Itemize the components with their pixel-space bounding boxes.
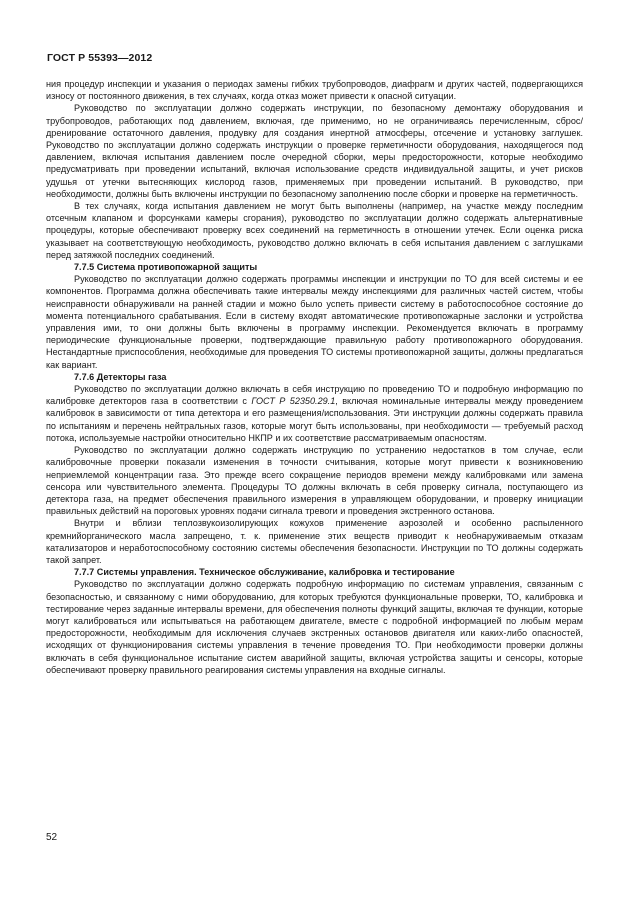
section-heading-7-7-6: 7.7.6 Детекторы газа <box>74 371 167 382</box>
paragraph: Руководство по эксплуатации должно содержать инструкции, по безопасному демонтажу оборудования и трубопроводов, работающих под давлением, включая, где применимо, но не ограничиваясь перечисленным, сброс/дренирование остаточного давления, продувку для создания инертной атмосферы, отсечение и установку заглушек. Руководство по эксплуатации должно содержать инструкции о проверке герметичности оборудования, находящегося под давлением, включая испытания давлением после очередной сборки, меры предосторожности, которые необходимо предусматривать при проведении испытаний, включая использование средств индивидуальной защиты, и учет рисков удушья от утечки вытесняющих кислород газов, применяемых при проведении испытаний. В руководство, при необходимости, должны быть включены инструкции по безопасному заполнению после сборки и проверке на герметичность. <box>46 103 583 199</box>
paragraph: Руководство по эксплуатации должно содержать программы инспекции и инструкции по ТО для всей системы и ее компонентов. Программа должна обеспечивать такие интервалы между инспекциями для различных частей систем, чтобы неисправности обнаруживали на ранней стадии и можно было успеть привести систему в работоспособное состояние до момента потенциального срабатывания. Если в систему входят автоматические противопожарные заслонки и устройства управления ими, то они должны быть включены в программу инспекции. Рекомендуется включать в программу периодические функциональные проверки, подтверждающие правильную работу противопожарного оборудования. Нестандартные приспособления, необходимые для проведения ТО системы противопожарной защиты, должны предлагаться как вариант. <box>46 274 583 370</box>
paragraph: В тех случаях, когда испытания давлением не могут быть выполнены (например, на участке между последним отсечным клапаном и форсунками камеры сгорания), руководство по эксплуатации должно содержать альтернативные процедуры, которые обеспечивают проверку всех соединений на герметичность в отношении утечек. Если оценка риска указывает на соответствующую необходимость, руководство должно включать в себя испытания давлением с заглушками перед затяжкой последних соединений. <box>46 201 583 260</box>
section-heading-7-7-7: 7.7.7 Системы управления. Техническое обслуживание, калибровка и тестирование <box>74 567 455 578</box>
paragraph: Внутри и вблизи теплозвукоизолирующих кожухов применение аэрозолей и особенно распыленного кремнийорганического масла запрещено, т. к. применение этих веществ приводит к необнаруживаемым отказам катализаторов и неработоспособному состоянию системы обеспечения безопасности. Инструкции по ТО должны содержать такой запрет. <box>46 518 583 565</box>
page-number: 52 <box>46 832 58 843</box>
paragraph: Руководство по эксплуатации должно содержать подробную информацию по системам управления, связанным с безопасностью, и связанному с ними оборудованию, для которых требуются функциональные проверки, ТО, калибровка и тестирование через заданные интервалы времени, для обеспечения полноты функций защиты, включая те функции, которые могут калиброваться или испытываться на работающем двигателе, вместе с подробной информацией по любым мерам предосторожности, необходимым для исключения случаев экстренных остановов двигателя или каких-либо опасностей, исходящих от функционирования системы управления в течение проведения ТО. При необходимости проверки должны включать в себя функциональное испытание систем аварийной защиты, включая устройства защиты и сенсоры, которые обеспечивают проверку правильного реагирования системы управления на входные сигналы. <box>46 579 583 675</box>
section-heading-7-7-5: 7.7.5 Система противопожарной защиты <box>74 262 258 273</box>
text-run: Руководство по эксплуатации должно включать в себя инструкцию по проведению ТО и подробную информацию по калибровке детекторов газа в соответствии с <box>46 384 583 407</box>
document-body <box>46 78 583 676</box>
text-run: , включая номинальные интервалы между проведением калибровок в зависимости от типа детектора и его размещения/использования. Эти инструкции должны содержать правила по испытаниям и перечень нейтральных газов, которые могут быть использованы, при необходимости — требуемый расход потока, используемые настройки относительно НКПР и их соответствие рассматриваемым опасностям. <box>46 396 583 443</box>
paragraph: ния процедур инспекции и указания о периодах замены гибких трубопроводов, диафрагм и других частей, подвергающихся износу от постоянного движения, в тех случаях, когда отказ может привести к опасной ситуации. <box>46 79 583 102</box>
standard-header: ГОСТ Р 55393—2012 <box>47 52 153 64</box>
standard-reference: ГОСТ Р 52350.29.1 <box>251 396 336 407</box>
paragraph: Руководство по эксплуатации должно содержать инструкцию по устранению недостатков в том случае, если калибровочные проверки показали изменения в точности считывания, которые могут привести к возникновению неприемлемой концентрации газа. Это прежде всего сокращение периодов времени между калибровками или замена сенсора или чувствительного элемента. Процедуры ТО должны включать в себя проверку сигнала, поступающего из детектора газа, на предмет обеспечения правильного измерения в управляющем оборудовании, и проверку инициации правильных действий на пороговых уровнях подачи сигнала тревоги и проведения экстренного останова. <box>46 445 583 517</box>
paragraph <box>46 383 583 444</box>
